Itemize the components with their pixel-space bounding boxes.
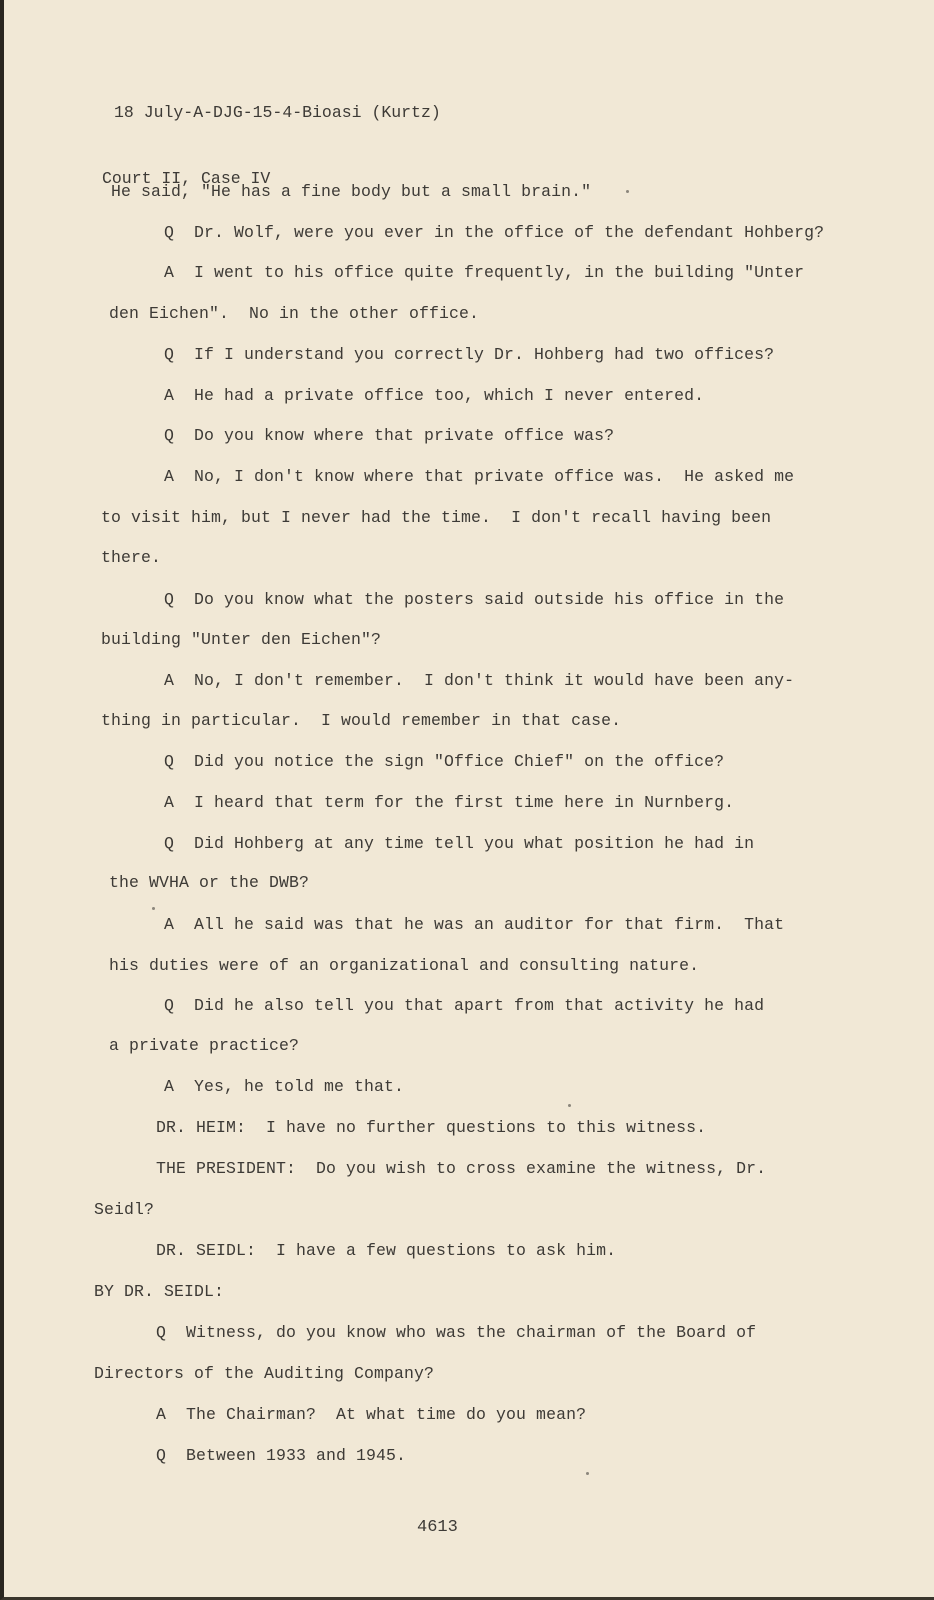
transcript-line: to visit him, but I never had the time. I don't recall having been (101, 508, 772, 527)
transcript-line: BY DR. SEIDL: (94, 1282, 225, 1301)
transcript-line: the WVHA or the DWB? (109, 873, 310, 892)
document-header (102, 58, 441, 234)
header-court-line: Court II, Case IV (102, 169, 271, 188)
transcript-line: Directors of the Auditing Company? (94, 1364, 435, 1383)
transcript-line: Seidl? (94, 1200, 155, 1219)
transcript-line: DR. SEIDL: I have a few questions to ask him. (156, 1241, 617, 1260)
paper-speck (586, 1472, 589, 1475)
transcript-line: Q Dr. Wolf, were you ever in the office of the defendant Hohberg? (164, 223, 825, 242)
transcript-line: building "Unter den Eichen"? (101, 630, 382, 649)
transcript-line: Q Between 1933 and 1945. (156, 1446, 407, 1465)
paper-speck (568, 1104, 571, 1107)
transcript-line: Q Did you notice the sign "Office Chief" on the office? (164, 752, 725, 771)
transcript-line: He said, "He has a fine body but a small brain." (111, 182, 592, 201)
transcript-line: A I heard that term for the first time here in Nurnberg. (164, 793, 735, 812)
page-number: 4613 (417, 1518, 458, 1537)
transcript-line: THE PRESIDENT: Do you wish to cross examine the witness, Dr. (156, 1159, 767, 1178)
transcript-line: A The Chairman? At what time do you mean? (156, 1405, 587, 1424)
transcript-line: his duties were of an organizational and consulting nature. (109, 956, 700, 975)
transcript-line: DR. HEIM: I have no further questions to this witness. (156, 1118, 707, 1137)
transcript-line: Q If I understand you correctly Dr. Hohberg had two offices? (164, 345, 775, 364)
transcript-line: A Yes, he told me that. (164, 1077, 405, 1096)
transcript-line: thing in particular. I would remember in that case. (101, 711, 622, 730)
transcript-line: A No, I don't remember. I don't think it would have been any- (164, 671, 795, 690)
transcript-line: a private practice? (109, 1036, 300, 1055)
transcript-line: A No, I don't know where that private office was. He asked me (164, 467, 795, 486)
transcript-line: A All he said was that he was an auditor for that firm. That (164, 915, 785, 934)
transcript-line: Q Do you know what the posters said outside his office in the (164, 590, 785, 609)
transcript-line: Q Did Hohberg at any time tell you what position he had in (164, 834, 755, 853)
transcript-line: A I went to his office quite frequently, in the building "Unter (164, 263, 805, 282)
transcript-line: there. (101, 548, 162, 567)
transcript-line: A He had a private office too, which I never entered. (164, 386, 705, 405)
transcript-line: Q Did he also tell you that apart from that activity he had (164, 996, 765, 1015)
paper-speck (626, 190, 629, 193)
transcript-line: Q Witness, do you know who was the chairman of the Board of (156, 1323, 757, 1342)
transcript-line: Q Do you know where that private office was? (164, 426, 615, 445)
paper-speck (152, 907, 155, 910)
header-session-line: 18 July-A-DJG-15-4-Bioasi (Kurtz) (114, 103, 441, 122)
transcript-line: den Eichen". No in the other office. (109, 304, 480, 323)
